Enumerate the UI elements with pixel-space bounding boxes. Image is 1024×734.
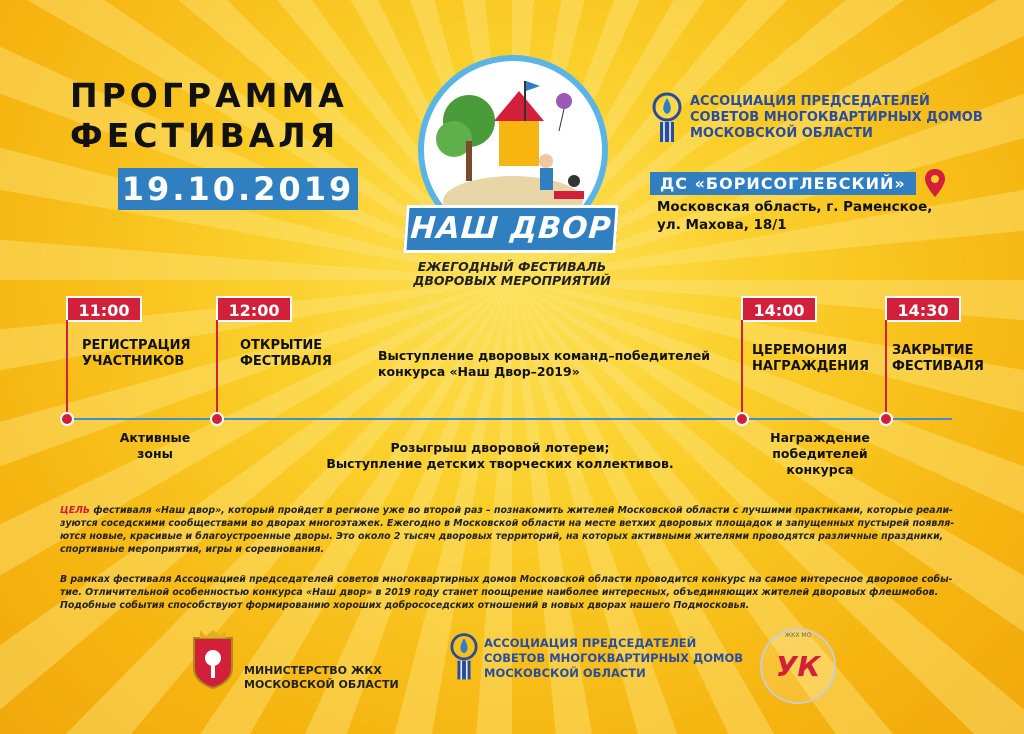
association-footer-logo-icon (450, 632, 478, 682)
goal-paragraph-line4: спортивные мероприятия, игры и соревнования. (60, 544, 325, 555)
event-registration-line2: УЧАСТНИКОВ (82, 354, 185, 369)
goal-paragraph-line1: фестиваля «Наш двор», который пройдет в регионе уже во второй раз – познакомить жителей Московской области с лучшими практиками, которые реали- (90, 505, 953, 516)
timeline-dot (735, 412, 749, 426)
event-opening (240, 338, 332, 370)
venue-name: ДС «БОРИСОГЛЕБСКИЙ» (650, 172, 916, 195)
event-closing-line2: ФЕСТИВАЛЯ (892, 359, 984, 374)
awards-winners-line3: конкурса (786, 462, 854, 477)
goal-paragraph (60, 504, 970, 556)
contest-paragraph-line1: В рамках фестиваля Ассоциацией председателей советов многоквартирных домов Московской области проводится конкурс на самое интересное дворовое собы- (60, 574, 953, 585)
ministry-name-line2: МОСКОВСКОЙ ОБЛАСТИ (244, 678, 399, 691)
event-opening-line2: ФЕСТИВАЛЯ (240, 354, 332, 369)
association-footer-line2: СОВЕТОВ МНОГОКВАРТИРНЫХ ДОМОВ (484, 651, 743, 665)
festival-date: 19.10.2019 (118, 168, 358, 210)
contest-paragraph (60, 573, 970, 612)
active-zones-line1: Активные (119, 430, 191, 445)
association-footer-block (450, 632, 743, 686)
moscow-region-coat-of-arms-icon (190, 628, 236, 690)
awards-winners-line1: Награждение (770, 430, 870, 445)
active-zones-line2: зоны (137, 446, 173, 461)
uk-logo-label: ЖКХ МО (784, 632, 812, 639)
association-footer-name (484, 636, 744, 681)
venue-address (657, 198, 932, 234)
event-awards-ceremony-line1: ЦЕРЕМОНИЯ (752, 343, 848, 358)
event-closing-line1: ЗАКРЫТИЕ (892, 343, 974, 358)
festival-subtitle (410, 260, 614, 288)
event-team-performances (378, 348, 710, 380)
festival-name-banner: НАШ ДВОР (403, 205, 618, 253)
active-zones-label (105, 430, 205, 462)
association-logo-icon (652, 92, 682, 144)
ministry-name (244, 664, 444, 692)
association-name-line2: СОВЕТОВ МНОГОКВАРТИРНЫХ ДОМОВ (690, 110, 983, 125)
time-tag-1430: 14:30 (885, 296, 961, 322)
association-header (652, 92, 983, 148)
event-awards-ceremony-line2: НАГРАЖДЕНИЯ (752, 359, 869, 374)
association-footer-line1: АССОЦИАЦИЯ ПРЕДСЕДАТЕЛЕЙ (484, 636, 697, 650)
time-tag-1400: 14:00 (741, 296, 817, 322)
timeline-dot (879, 412, 893, 426)
event-opening-line1: ОТКРЫТИЕ (240, 338, 323, 353)
schedule-timeline (60, 418, 952, 420)
program-title-line2: ФЕСТИВАЛЯ (70, 116, 340, 155)
lottery-label (320, 440, 680, 472)
ministry-logo-block (190, 628, 399, 694)
schedule-line (216, 320, 218, 416)
association-footer-line3: МОСКОВСКОЙ ОБЛАСТИ (484, 666, 646, 680)
lottery-line1: Розыгрыш дворовой лотереи; (390, 440, 610, 455)
venue-address-line2: ул. Махова, 18/1 (657, 217, 787, 233)
event-team-performances-line1: Выступление дворовых команд–победителей (378, 348, 710, 363)
lottery-line2: Выступление детских творческих коллективов. (326, 456, 674, 471)
event-registration (82, 338, 191, 370)
venue-address-line1: Московская область, г. Раменское, (657, 199, 933, 215)
uk-logo (760, 628, 836, 704)
schedule-line (66, 320, 68, 416)
ministry-name-line1: МИНИСТЕРСТВО ЖКХ (244, 664, 382, 677)
event-registration-line1: РЕГИСТРАЦИЯ (82, 338, 191, 353)
time-tag-1100: 11:00 (66, 296, 142, 322)
association-name (690, 94, 990, 142)
contest-paragraph-line3: Подобные события способствуют формированию хороших добрососедских отношений в новых дворах нашего Подмосковья. (60, 600, 750, 611)
event-closing (892, 343, 984, 375)
goal-paragraph-line2: зуются соседскими сообществами во дворах многоэтажек. Ежегодно в Московской области на месте ветхих дворовых площадок и запущенных пустырей появля- (60, 518, 955, 529)
festival-subtitle-line1: ЕЖЕГОДНЫЙ ФЕСТИВАЛЬ (417, 259, 607, 274)
festival-subtitle-line2: ДВОРОВЫХ МЕРОПРИЯТИЙ (413, 273, 611, 288)
goal-paragraph-line3: ются новые, красивые и благоустроенные дворы. Это около 2 тысяч дворовых территорий, на которых активными жителями проводятся различные праздники, (60, 531, 944, 542)
event-awards-ceremony (752, 343, 869, 375)
event-team-performances-line2: конкурса «Наш Двор–2019» (378, 364, 580, 379)
schedule-line (885, 320, 887, 416)
program-title (70, 76, 348, 156)
location-pin-icon (924, 168, 946, 198)
contest-paragraph-line2: тие. Отличительной особенностью конкурса «Наш двор» в 2019 году станет поощрение наиболее интересных, объединяющих жителей дворовых флешмобов. (60, 587, 939, 598)
timeline-dot (60, 412, 74, 426)
uk-logo-mark: УК (775, 650, 821, 683)
time-tag-1200: 12:00 (216, 296, 292, 322)
timeline-dot (210, 412, 224, 426)
awards-winners-line2: победителей (772, 446, 868, 461)
association-name-line1: АССОЦИАЦИЯ ПРЕДСЕДАТЕЛЕЙ (690, 94, 930, 109)
association-name-line3: МОСКОВСКОЙ ОБЛАСТИ (690, 126, 873, 141)
schedule-line (741, 320, 743, 416)
program-title-line1: ПРОГРАММА (70, 76, 348, 115)
awards-winners-label (765, 430, 875, 478)
goal-word: ЦЕЛЬ (60, 505, 91, 516)
